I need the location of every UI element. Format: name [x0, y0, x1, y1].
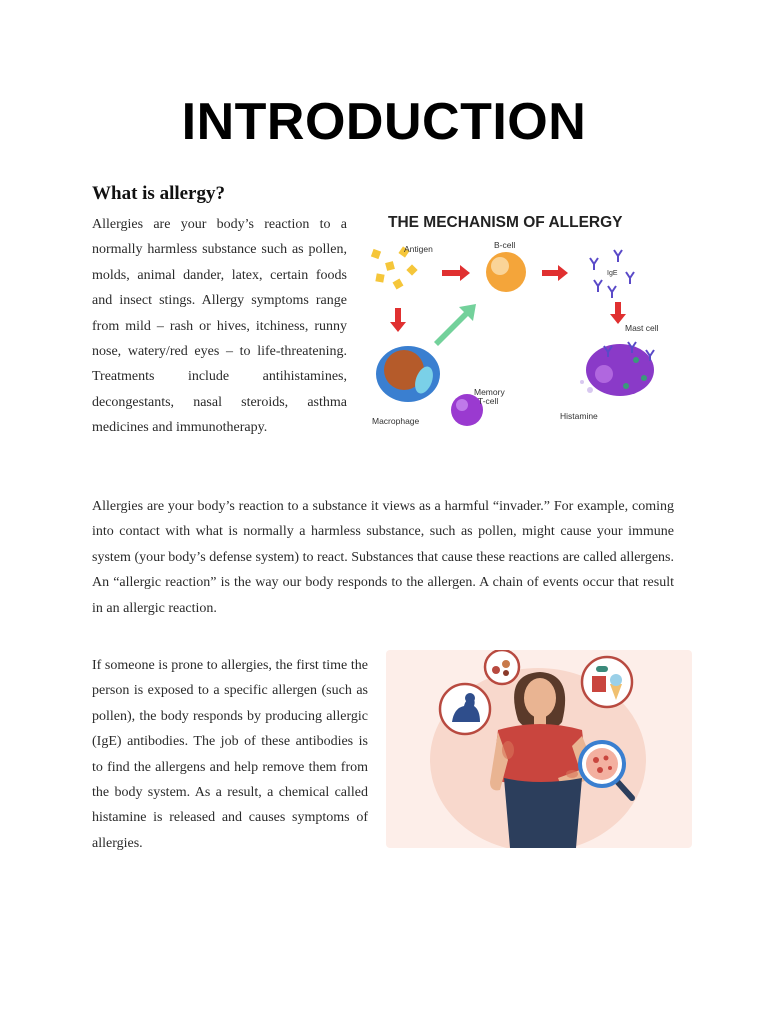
label-memory: Memory — [474, 387, 505, 397]
pet-dog-icon — [440, 684, 490, 734]
sweets-icon — [582, 657, 632, 707]
green-arrow — [434, 304, 476, 346]
paragraph-invader: Allergies are your body’s reaction to a substance it views as a harmful “invader.” For example, coming into contact with what is normally a harmless substance, such as pollen, might cause your immune system (your body’s defense system) to react. Substances that cause these reactions are called allergens. An “allergic reaction” is the way our body responds to the allergen. A chain of events occur that result in an allergic reaction. — [92, 499, 674, 616]
label-macrophage: Macrophage — [372, 416, 420, 426]
paragraph-antibodies: If someone is prone to allergies, the first time the person is exposed to a specific allergen (such as pollen), the body responds by producing allergic (IgE) antibodies. The job of these antibodies is to find the allergens and help remove them from the body system. As a result, a chemical called histamine is released and causes symptoms of allergies. — [92, 658, 368, 851]
paragraph-definition: Allergies are your body’s reaction to a normally harmless substance such as pollen, molds, animal dander, latex, certain foods and insect stings. Allergy symptoms range from mild – rash or hives, itchiness, runny nose, watery/red eyes – to life-threatening. Treatments include antihistamines, decongestants, nasal steroids, asthma medicines and immunotherapy. — [92, 217, 347, 436]
mast-cell — [580, 342, 654, 396]
mechanism-of-allergy-figure — [364, 210, 664, 435]
label-ige: IgE — [607, 270, 618, 277]
label-antigen: Antigen — [404, 244, 433, 254]
label-t-cell: T-cell — [478, 396, 499, 406]
food-allergen-icon — [485, 650, 519, 684]
section-heading: What is allergy? — [92, 183, 225, 204]
label-histamine: Histamine — [560, 411, 598, 421]
allergy-person-illustration — [386, 650, 692, 848]
mechanism-title: THE MECHANISM OF ALLERGY — [388, 214, 623, 231]
label-b-cell: B-cell — [494, 240, 516, 250]
label-mast-cell: Mast cell — [625, 323, 659, 333]
page-title: INTRODUCTION — [181, 93, 587, 151]
person-illustration — [386, 650, 692, 848]
macrophage-cell — [376, 346, 440, 402]
